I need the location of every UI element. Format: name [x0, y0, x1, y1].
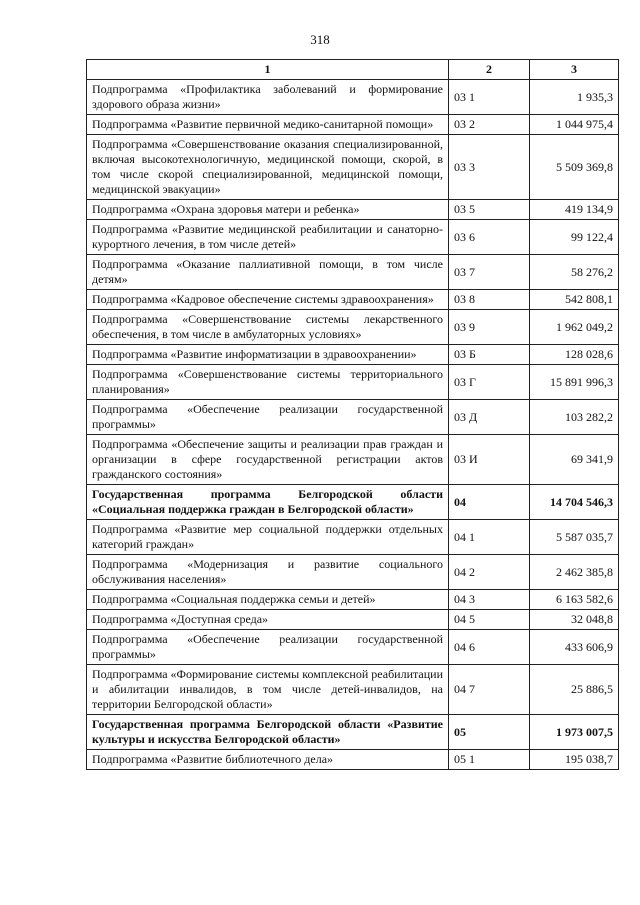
amount-cell: 1 973 007,5 — [530, 715, 619, 750]
table-row — [87, 590, 619, 610]
amount-cell: 58 276,2 — [530, 255, 619, 290]
table-row — [87, 310, 619, 345]
program-name-cell: Подпрограмма «Обеспечение защиты и реализации прав граждан и организации в сфере государственной регистрации актов гражданского состояния» — [87, 435, 449, 485]
program-name-cell: Подпрограмма «Охрана здоровья матери и ребенка» — [87, 200, 449, 220]
amount-cell: 419 134,9 — [530, 200, 619, 220]
amount-cell: 5 587 035,7 — [530, 520, 619, 555]
program-name-cell: Подпрограмма «Оказание паллиативной помощи, в том числе детям» — [87, 255, 449, 290]
program-name-cell: Подпрограмма «Развитие мер социальной поддержки отдельных категорий граждан» — [87, 520, 449, 555]
table-row — [87, 665, 619, 715]
program-code-cell: 03 8 — [449, 290, 530, 310]
table-row — [87, 365, 619, 400]
program-name-cell: Подпрограмма «Развитие информатизации в здравоохранении» — [87, 345, 449, 365]
amount-cell: 128 028,6 — [530, 345, 619, 365]
table-row — [87, 220, 619, 255]
program-code-cell: 03 7 — [449, 255, 530, 290]
table-row — [87, 555, 619, 590]
column-header-1: 1 — [87, 60, 449, 80]
amount-cell: 1 935,3 — [530, 80, 619, 115]
program-code-cell: 05 — [449, 715, 530, 750]
table-row — [87, 80, 619, 115]
program-code-cell: 03 3 — [449, 135, 530, 200]
column-header-2: 2 — [449, 60, 530, 80]
program-name-cell: Подпрограмма «Обеспечение реализации государственной программы» — [87, 400, 449, 435]
amount-cell: 1 962 049,2 — [530, 310, 619, 345]
program-name-cell: Подпрограмма «Обеспечение реализации государственной программы» — [87, 630, 449, 665]
amount-cell: 5 509 369,8 — [530, 135, 619, 200]
amount-cell: 15 891 996,3 — [530, 365, 619, 400]
amount-cell: 433 606,9 — [530, 630, 619, 665]
table-row — [87, 200, 619, 220]
program-code-cell: 03 1 — [449, 80, 530, 115]
program-name-cell: Подпрограмма «Профилактика заболеваний и формирование здорового образа жизни» — [87, 80, 449, 115]
table-row — [87, 290, 619, 310]
table-row — [87, 255, 619, 290]
program-name-cell: Государственная программа Белгородской области «Развитие культуры и искусства Белгородской области» — [87, 715, 449, 750]
program-name-cell: Подпрограмма «Совершенствование системы территориального планирования» — [87, 365, 449, 400]
program-code-cell: 03 5 — [449, 200, 530, 220]
program-code-cell: 04 1 — [449, 520, 530, 555]
program-name-cell: Подпрограмма «Развитие медицинской реабилитации и санаторно-курортного лечения, в том числе детей» — [87, 220, 449, 255]
amount-cell: 542 808,1 — [530, 290, 619, 310]
amount-cell: 99 122,4 — [530, 220, 619, 255]
program-code-cell: 04 7 — [449, 665, 530, 715]
table-row — [87, 435, 619, 485]
program-name-cell: Подпрограмма «Совершенствование оказания специализированной, включая высокотехнологичную, медицинской помощи, скорой, в том числе скорой специализированной, медицинской помощи, медицинской эвакуации» — [87, 135, 449, 200]
amount-cell: 32 048,8 — [530, 610, 619, 630]
table-header-row — [87, 60, 619, 80]
table-body — [87, 80, 619, 770]
amount-cell: 14 704 546,3 — [530, 485, 619, 520]
program-code-cell: 03 Д — [449, 400, 530, 435]
amount-cell: 25 886,5 — [530, 665, 619, 715]
amount-cell: 2 462 385,8 — [530, 555, 619, 590]
program-code-cell: 04 2 — [449, 555, 530, 590]
program-name-cell: Подпрограмма «Развитие библиотечного дела» — [87, 750, 449, 770]
budget-table — [86, 59, 619, 770]
table-row — [87, 520, 619, 555]
program-code-cell: 05 1 — [449, 750, 530, 770]
amount-cell: 195 038,7 — [530, 750, 619, 770]
program-code-cell: 03 9 — [449, 310, 530, 345]
program-code-cell: 04 3 — [449, 590, 530, 610]
table-row — [87, 135, 619, 200]
table-row — [87, 630, 619, 665]
program-code-cell: 04 5 — [449, 610, 530, 630]
page-number: 318 — [310, 32, 330, 47]
program-name-cell: Подпрограмма «Модернизация и развитие социального обслуживания населения» — [87, 555, 449, 590]
program-code-cell: 03 6 — [449, 220, 530, 255]
amount-cell: 103 282,2 — [530, 400, 619, 435]
program-name-cell: Подпрограмма «Развитие первичной медико-санитарной помощи» — [87, 115, 449, 135]
program-name-cell: Подпрограмма «Социальная поддержка семьи и детей» — [87, 590, 449, 610]
program-name-cell: Подпрограмма «Формирование системы комплексной реабилитации и абилитации инвалидов, в том числе детей-инвалидов, на территории Белгородской области» — [87, 665, 449, 715]
program-code-cell: 03 2 — [449, 115, 530, 135]
table-row — [87, 345, 619, 365]
program-code-cell: 03 Г — [449, 365, 530, 400]
program-code-cell: 03 И — [449, 435, 530, 485]
table-row — [87, 750, 619, 770]
table-row — [87, 715, 619, 750]
table-row — [87, 400, 619, 435]
amount-cell: 6 163 582,6 — [530, 590, 619, 610]
column-header-3: 3 — [530, 60, 619, 80]
amount-cell: 1 044 975,4 — [530, 115, 619, 135]
table-row — [87, 610, 619, 630]
table-row — [87, 485, 619, 520]
program-code-cell: 04 6 — [449, 630, 530, 665]
amount-cell: 69 341,9 — [530, 435, 619, 485]
table-row — [87, 115, 619, 135]
program-name-cell: Подпрограмма «Кадровое обеспечение системы здравоохранения» — [87, 290, 449, 310]
program-code-cell: 04 — [449, 485, 530, 520]
program-name-cell: Подпрограмма «Совершенствование системы лекарственного обеспечения, в том числе в амбулаторных условиях» — [87, 310, 449, 345]
program-name-cell: Государственная программа Белгородской области «Социальная поддержка граждан в Белгородской области» — [87, 485, 449, 520]
program-code-cell: 03 Б — [449, 345, 530, 365]
program-name-cell: Подпрограмма «Доступная среда» — [87, 610, 449, 630]
